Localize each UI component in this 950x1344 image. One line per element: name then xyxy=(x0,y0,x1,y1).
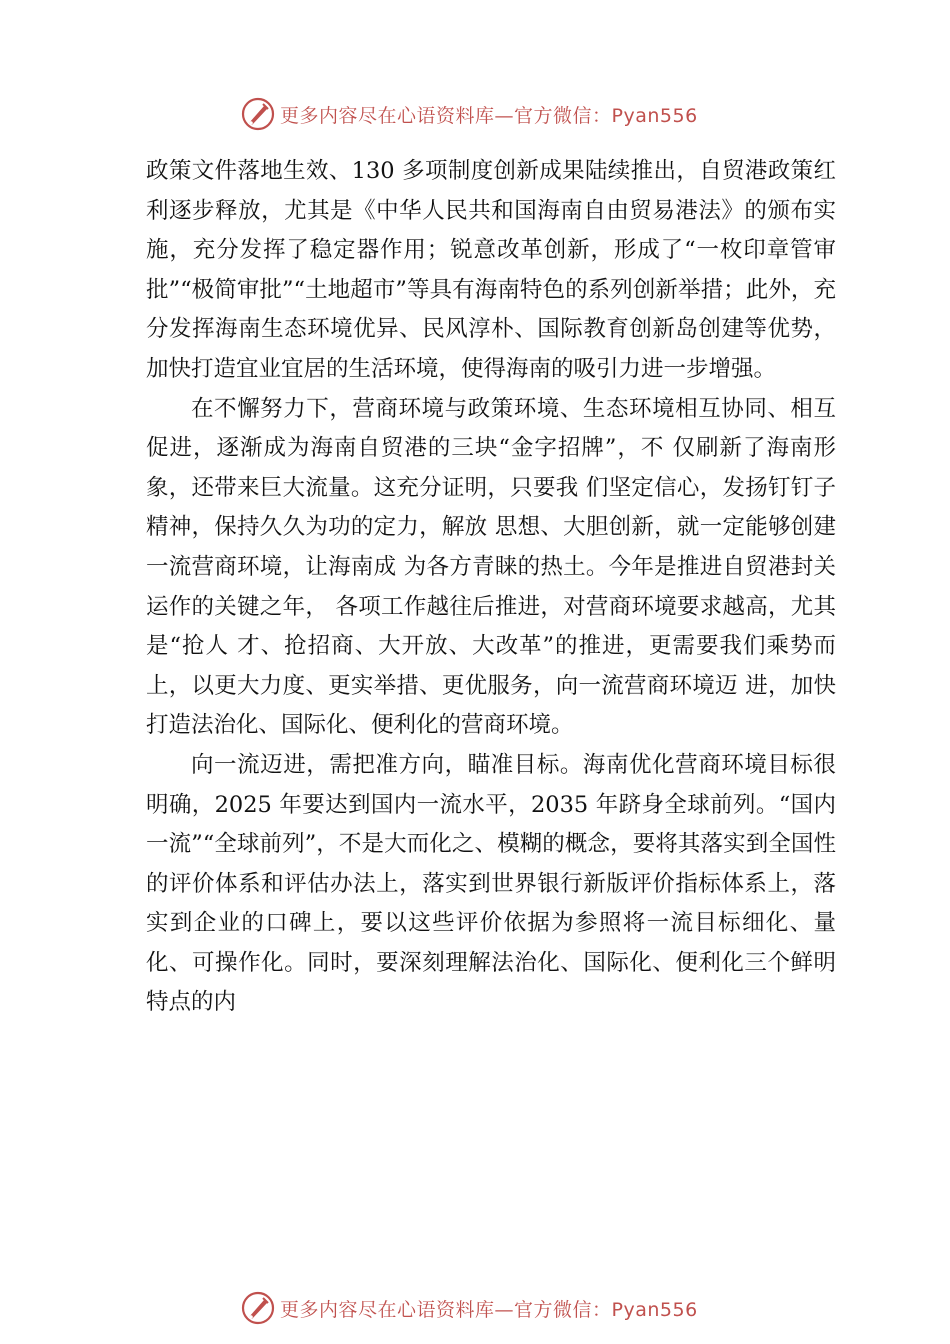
document-body xyxy=(146,152,836,1023)
paragraph: 政策文件落地生效、130 多项制度创新成果陆续推出，自贸港政策红利逐步释放，尤其是《中华人民共和国海南自由贸易港法》的颁布实施，充分发挥了稳定器作用；锐意改革创新，形成了“一枚印章管审批”“极简审批”“土地超市”等具有海南特色的系列创新举措；此外，充分发挥海南生态环境优异、民风淳朴、国际教育创新岛创建等优势，加快打造宜业宜居的生活环境，使得海南的吸引力进一步增强。 xyxy=(146,158,836,382)
watermark-text: 更多内容尽在心语资料库—官方微信：Pyan556 xyxy=(280,104,698,127)
watermark-wechat-id: Pyan556 xyxy=(611,1298,698,1321)
paragraph: 在不懈努力下，营商环境与政策环境、生态环境相互协同、相互促进，逐渐成为海南自贸港的三块“金字招牌”，不 仅刷新了海南形象，还带来巨大流量。这充分证明，只要我 们坚定信心，发扬钉钉子精神，保持久久为功的定力，解放 思想、大胆创新，就一定能够创建一流营商环境，让海南成 为各方青睐的热土。今年是推进自贸港封关运作的关键之年， 各项工作越往后推进，对营商环境要求越高，尤其是“抢人 才、抢招商、大开放、大改革”的推进，更需要我们乘势而 上，以更大力度、更实举措、更优服务，向一流营商环境迈 进，加快打造法治化、国际化、便利化的营商环境。 xyxy=(146,395,836,739)
header-watermark xyxy=(0,94,950,134)
footer-watermark xyxy=(0,1288,950,1328)
watermark-text: 更多内容尽在心语资料库—官方微信：Pyan556 xyxy=(280,1298,698,1321)
watermark-wechat-id: Pyan556 xyxy=(611,104,698,127)
paragraph: 向一流迈进，需把准方向，瞄准目标。海南优化营商环境目标很明确，2025 年要达到国内一流水平，2035 年跻身全球前列。“国内一流”“全球前列”，不是大而化之、模糊的概念，要将其落实到全国性的评价体系和评估办法上，落实到世界银行新版评价指标体系上，落实到企业的口碑上，要以这些评价依据为参照将一流目标细化、量化、可操作化。同时，要深刻理解法治化、国际化、便利化三个鲜明特点的内 xyxy=(146,751,836,1016)
pen-seal-icon xyxy=(240,1290,276,1326)
pen-seal-icon xyxy=(240,96,276,132)
